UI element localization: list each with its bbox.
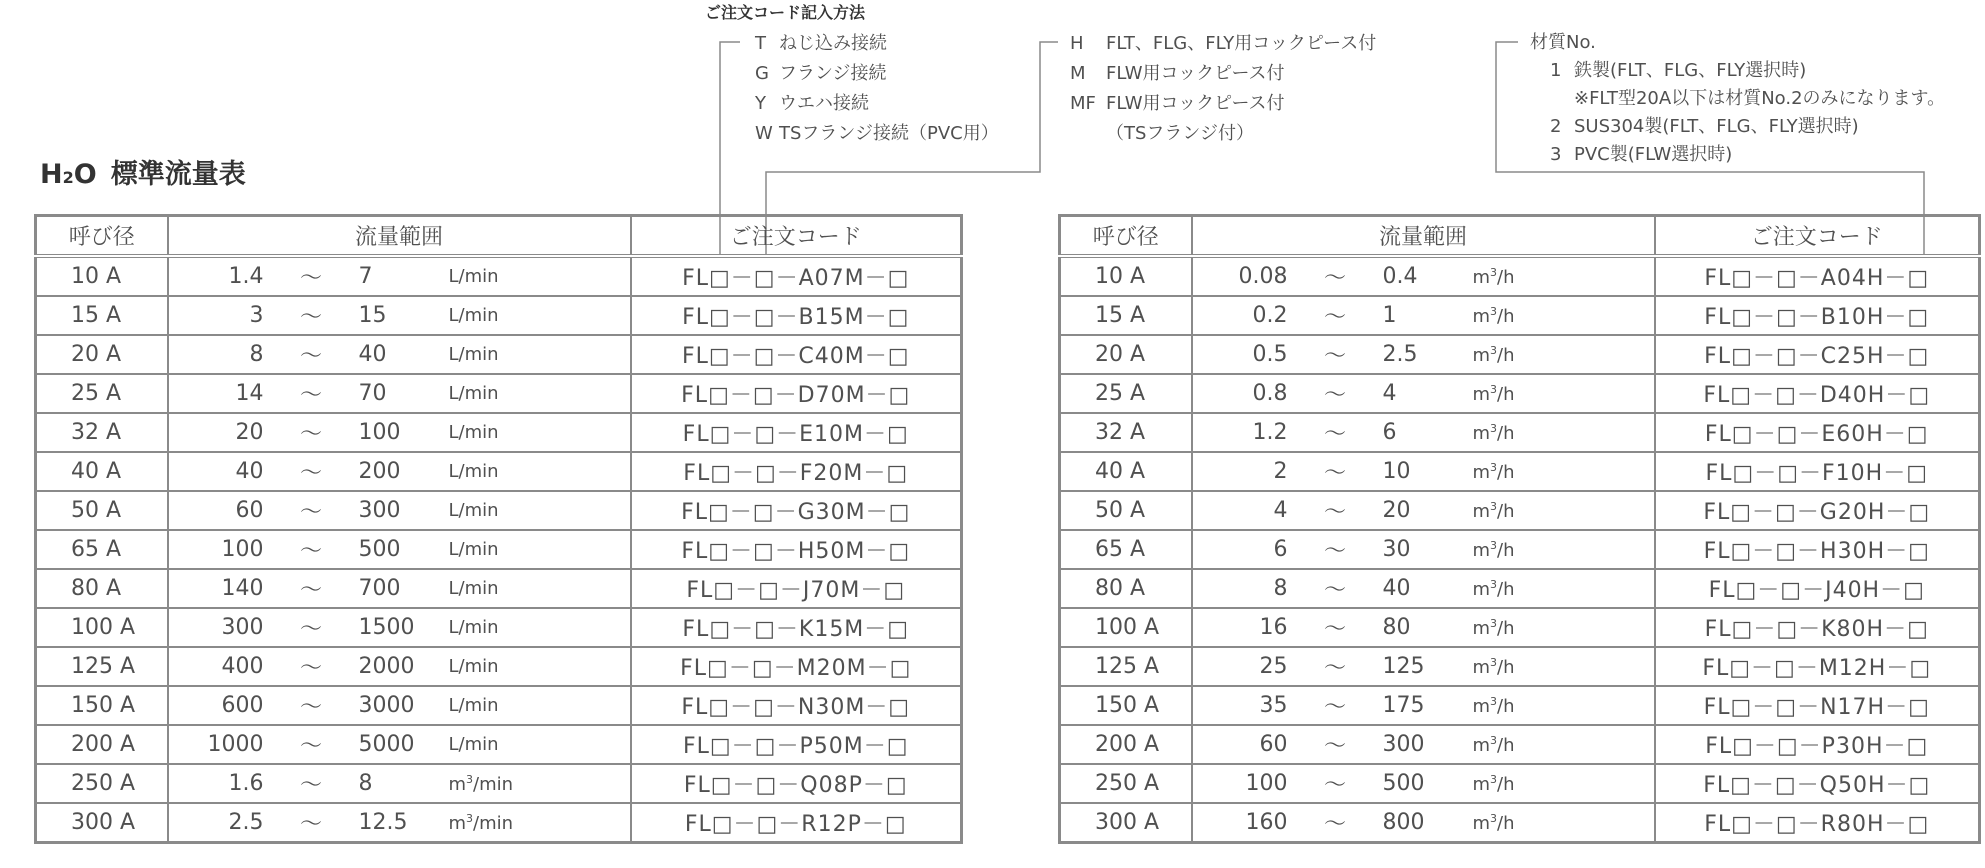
cell-order-code: FL□－□－N17H－□	[1655, 686, 1980, 725]
cell-order-code: FL□－□－J70M－□	[631, 569, 962, 608]
cell-range	[168, 530, 631, 569]
range-tilde: ～	[299, 578, 322, 603]
range-high: 100	[358, 420, 401, 445]
range-high: 1	[1382, 303, 1397, 328]
legend-text: フランジ接続	[779, 63, 887, 84]
cell-order-code: FL□－□－C25H－□	[1655, 335, 1980, 374]
range-low: 3	[249, 303, 264, 328]
table-row	[36, 296, 962, 335]
range-tilde: ～	[1323, 539, 1346, 564]
cell-size: 25 A	[1060, 374, 1192, 413]
cell-order-code: FL□－□－B15M－□	[631, 296, 962, 335]
header-code: ご注文コード	[631, 216, 962, 257]
range-tilde: ～	[1323, 422, 1346, 447]
cell-order-code: FL□－□－G20H－□	[1655, 491, 1980, 530]
range-low: 1.2	[1252, 420, 1288, 445]
cell-range	[1192, 256, 1655, 296]
range-low: 400	[221, 654, 264, 679]
range-low: 14	[235, 381, 264, 406]
range-low: 8	[1273, 576, 1288, 601]
cell-size: 250 A	[1060, 764, 1192, 803]
cell-order-code: FL□－□－K15M－□	[631, 608, 962, 647]
cell-order-code: FL□－□－N30M－□	[631, 686, 962, 725]
range-low: 2	[1273, 459, 1288, 484]
range-high: 20	[1382, 498, 1411, 523]
range-low: 8	[249, 342, 264, 367]
legend-code: T	[755, 33, 766, 54]
table-row	[1060, 647, 1980, 686]
cell-order-code: FL□－□－R12P－□	[631, 803, 962, 843]
cell-size: 20 A	[1060, 335, 1192, 374]
cell-size: 80 A	[1060, 569, 1192, 608]
range-unit: $m^3/h$	[1472, 343, 1515, 366]
cell-size: 32 A	[1060, 413, 1192, 452]
table-row	[36, 452, 962, 491]
cell-order-code: FL□－□－P50M－□	[631, 725, 962, 764]
cell-size: 80 A	[36, 569, 168, 608]
table-row	[36, 256, 962, 296]
range-high: 800	[1382, 810, 1425, 835]
cell-size: 40 A	[1060, 452, 1192, 491]
title-text: 標準流量表	[110, 159, 246, 190]
table-row	[36, 608, 962, 647]
cell-range	[168, 608, 631, 647]
table-row	[36, 647, 962, 686]
range-high: 10	[1382, 459, 1411, 484]
range-tilde: ～	[1323, 578, 1346, 603]
range-high: 40	[358, 342, 387, 367]
range-unit: L/min	[448, 344, 499, 365]
legend-note: （TSフランジ付）	[1106, 123, 1254, 144]
cell-range	[168, 686, 631, 725]
table-header-row	[1060, 216, 1980, 257]
legend-code: H	[1070, 33, 1084, 54]
cell-range	[1192, 725, 1655, 764]
range-high: 40	[1382, 576, 1411, 601]
cell-range	[168, 413, 631, 452]
range-tilde: ～	[1323, 773, 1346, 798]
range-tilde: ～	[1323, 344, 1346, 369]
range-unit: $m^3/h$	[1472, 265, 1515, 288]
cell-range	[1192, 803, 1655, 843]
table-row	[1060, 256, 1980, 296]
flow-table-right	[1058, 214, 1981, 844]
table-header-row	[36, 216, 962, 257]
range-low: 2.5	[228, 810, 264, 835]
range-unit: $m^3/h$	[1472, 421, 1515, 444]
range-unit: $m^3/\min$	[448, 811, 514, 834]
range-tilde: ～	[299, 617, 322, 642]
range-tilde: ～	[1323, 266, 1346, 291]
legend-code: MF	[1070, 93, 1096, 114]
legend-text: 鉄製(FLT、FLG、FLY選択時)	[1574, 60, 1807, 81]
range-high: 3000	[358, 693, 415, 718]
header-size: 呼び径	[36, 216, 168, 257]
cell-size: 20 A	[36, 335, 168, 374]
range-low: 40	[235, 459, 264, 484]
range-unit: L/min	[448, 539, 499, 560]
range-unit: $m^3/h$	[1472, 616, 1515, 639]
cell-range	[1192, 335, 1655, 374]
range-low: 0.08	[1238, 264, 1288, 289]
cell-order-code: FL□－□－D40H－□	[1655, 374, 1980, 413]
range-low: 25	[1259, 654, 1288, 679]
range-tilde: ～	[1323, 695, 1346, 720]
range-high: 5000	[358, 732, 415, 757]
cell-size: 40 A	[36, 452, 168, 491]
range-tilde: ～	[299, 266, 322, 291]
table-row	[36, 764, 962, 803]
table-row	[36, 374, 962, 413]
range-high: 8	[358, 771, 373, 796]
range-low: 300	[221, 615, 264, 640]
cell-range	[168, 374, 631, 413]
cell-range	[168, 452, 631, 491]
range-unit: L/min	[448, 617, 499, 638]
range-high: 2000	[358, 654, 415, 679]
legend-heading: ご注文コード記入方法	[705, 3, 866, 22]
range-high: 0.4	[1382, 264, 1418, 289]
cell-order-code: FL□－□－Q50H－□	[1655, 764, 1980, 803]
table-row	[36, 725, 962, 764]
cell-order-code: FL□－□－M12H－□	[1655, 647, 1980, 686]
range-unit: $m^3/h$	[1472, 733, 1515, 756]
legend-code: M	[1070, 63, 1086, 84]
range-high: 300	[358, 498, 401, 523]
cell-order-code: FL□－□－K80H－□	[1655, 608, 1980, 647]
cell-size: 150 A	[36, 686, 168, 725]
range-unit: L/min	[448, 656, 499, 677]
range-high: 125	[1382, 654, 1425, 679]
table-row	[1060, 413, 1980, 452]
cell-range	[1192, 491, 1655, 530]
range-tilde: ～	[299, 344, 322, 369]
legend-text: TSフランジ接続（PVC用）	[779, 123, 999, 144]
cell-size: 200 A	[1060, 725, 1192, 764]
cell-range	[1192, 686, 1655, 725]
range-tilde: ～	[1323, 812, 1346, 837]
range-unit: $m^3/h$	[1472, 304, 1515, 327]
range-low: 1000	[207, 732, 264, 757]
range-low: 0.5	[1252, 342, 1288, 367]
range-low: 100	[221, 537, 264, 562]
cell-range	[1192, 764, 1655, 803]
cell-size: 100 A	[36, 608, 168, 647]
cell-size: 65 A	[1060, 530, 1192, 569]
range-unit: $m^3/h$	[1472, 577, 1515, 600]
range-unit: $m^3/h$	[1472, 655, 1515, 678]
legend-code: 3	[1550, 144, 1562, 165]
cell-range	[168, 256, 631, 296]
range-tilde: ～	[1323, 305, 1346, 330]
flow-table-left	[34, 214, 963, 844]
range-unit: L/min	[448, 578, 499, 599]
table-row	[36, 491, 962, 530]
cell-order-code: FL□－□－G30M－□	[631, 491, 962, 530]
range-low: 100	[1245, 771, 1288, 796]
range-low: 4	[1273, 498, 1288, 523]
cell-range	[1192, 452, 1655, 491]
range-tilde: ～	[1323, 734, 1346, 759]
cell-order-code: FL□－□－F20M－□	[631, 452, 962, 491]
cell-size: 125 A	[1060, 647, 1192, 686]
legend-text: FLT、FLG、FLY用コックピース付	[1106, 33, 1377, 54]
range-tilde: ～	[299, 461, 322, 486]
cell-order-code: FL□－□－H30H－□	[1655, 530, 1980, 569]
range-tilde: ～	[1323, 617, 1346, 642]
range-unit: L/min	[448, 305, 499, 326]
range-tilde: ～	[299, 656, 322, 681]
cell-order-code: FL□－□－A04H－□	[1655, 256, 1980, 296]
table-row	[1060, 803, 1980, 843]
legend-code: G	[755, 63, 769, 84]
range-unit: L/min	[448, 500, 499, 521]
cell-range	[1192, 647, 1655, 686]
legend-text: ねじ込み接続	[779, 33, 887, 54]
range-low: 0.2	[1252, 303, 1288, 328]
range-high: 2.5	[1382, 342, 1418, 367]
range-tilde: ～	[299, 383, 322, 408]
cell-size: 300 A	[1060, 803, 1192, 843]
range-high: 7	[358, 264, 373, 289]
range-low: 35	[1259, 693, 1288, 718]
range-unit: $m^3/\min$	[448, 772, 514, 795]
range-high: 15	[358, 303, 387, 328]
table-row	[1060, 725, 1980, 764]
cell-order-code: FL□－□－Q08P－□	[631, 764, 962, 803]
cell-order-code: FL□－□－F10H－□	[1655, 452, 1980, 491]
range-tilde: ～	[1323, 500, 1346, 525]
range-tilde: ～	[299, 734, 322, 759]
range-high: 500	[1382, 771, 1425, 796]
table-row	[36, 803, 962, 843]
legend-text: PVC製(FLW選択時)	[1574, 144, 1733, 165]
cell-range	[168, 725, 631, 764]
cell-size: 25 A	[36, 374, 168, 413]
material-note: ※FLT型20A以下は材質No.2のみになります。	[1574, 88, 1946, 109]
table-row	[1060, 452, 1980, 491]
header-range: 流量範囲	[168, 216, 631, 257]
range-unit: $m^3/h$	[1472, 460, 1515, 483]
table-row	[1060, 374, 1980, 413]
cell-size: 15 A	[36, 296, 168, 335]
cell-order-code: FL□－□－E10M－□	[631, 413, 962, 452]
range-tilde: ～	[299, 812, 322, 837]
table-row	[1060, 296, 1980, 335]
range-unit: L/min	[448, 422, 499, 443]
range-low: 60	[1259, 732, 1288, 757]
table-row	[1060, 764, 1980, 803]
range-unit: L/min	[448, 695, 499, 716]
cell-range	[168, 647, 631, 686]
cell-size: 125 A	[36, 647, 168, 686]
header-range: 流量範囲	[1192, 216, 1655, 257]
range-unit: L/min	[448, 734, 499, 755]
range-low: 60	[235, 498, 264, 523]
cell-order-code: FL□－□－E60H－□	[1655, 413, 1980, 452]
range-tilde: ～	[299, 539, 322, 564]
legend-code: Y	[755, 93, 766, 114]
cell-range	[1192, 530, 1655, 569]
range-unit: $m^3/h$	[1472, 811, 1515, 834]
range-unit: L/min	[448, 266, 499, 287]
range-unit: $m^3/h$	[1472, 382, 1515, 405]
cell-size: 10 A	[36, 256, 168, 296]
range-low: 0.8	[1252, 381, 1288, 406]
range-tilde: ～	[299, 773, 322, 798]
cell-range	[1192, 608, 1655, 647]
title-subscript: 2	[62, 168, 74, 187]
range-tilde: ～	[1323, 656, 1346, 681]
range-unit: $m^3/h$	[1472, 694, 1515, 717]
cell-size: 50 A	[1060, 491, 1192, 530]
range-tilde: ～	[1323, 383, 1346, 408]
range-tilde: ～	[1323, 461, 1346, 486]
table-row	[1060, 335, 1980, 374]
material-title: 材質No.	[1530, 32, 1596, 53]
cell-order-code: FL□－□－A07M－□	[631, 256, 962, 296]
range-high: 300	[1382, 732, 1425, 757]
table-row	[36, 569, 962, 608]
range-high: 6	[1382, 420, 1397, 445]
range-low: 6	[1273, 537, 1288, 562]
table-row	[1060, 530, 1980, 569]
table-row	[1060, 569, 1980, 608]
range-high: 30	[1382, 537, 1411, 562]
cell-order-code: FL□－□－D70M－□	[631, 374, 962, 413]
cell-range	[1192, 296, 1655, 335]
range-high: 80	[1382, 615, 1411, 640]
cell-order-code: FL□－□－C40M－□	[631, 335, 962, 374]
range-low: 160	[1245, 810, 1288, 835]
range-unit: $m^3/h$	[1472, 499, 1515, 522]
cell-order-code: FL□－□－B10H－□	[1655, 296, 1980, 335]
legend-text: SUS304製(FLT、FLG、FLY選択時)	[1574, 116, 1859, 137]
cell-order-code: FL□－□－J40H－□	[1655, 569, 1980, 608]
range-low: 16	[1259, 615, 1288, 640]
range-tilde: ～	[299, 695, 322, 720]
legend-code: 1	[1550, 60, 1562, 81]
cell-size: 15 A	[1060, 296, 1192, 335]
range-high: 500	[358, 537, 401, 562]
range-tilde: ～	[299, 305, 322, 330]
cell-order-code: FL□－□－R80H－□	[1655, 803, 1980, 843]
range-high: 12.5	[358, 810, 408, 835]
legend-text: FLW用コックピース付	[1106, 93, 1285, 114]
range-unit: L/min	[448, 461, 499, 482]
range-low: 140	[221, 576, 264, 601]
cell-size: 100 A	[1060, 608, 1192, 647]
range-unit: $m^3/h$	[1472, 538, 1515, 561]
range-high: 4	[1382, 381, 1397, 406]
cell-range	[168, 296, 631, 335]
cell-size: 50 A	[36, 491, 168, 530]
cell-size: 300 A	[36, 803, 168, 843]
range-tilde: ～	[299, 500, 322, 525]
table-row	[1060, 686, 1980, 725]
cell-size: 200 A	[36, 725, 168, 764]
table-row	[1060, 608, 1980, 647]
cell-order-code: FL□－□－P30H－□	[1655, 725, 1980, 764]
legend-text: FLW用コックピース付	[1106, 63, 1285, 84]
range-high: 200	[358, 459, 401, 484]
range-low: 1.4	[228, 264, 264, 289]
cell-range	[168, 803, 631, 843]
range-low: 20	[235, 420, 264, 445]
cell-range	[1192, 374, 1655, 413]
table-row	[1060, 491, 1980, 530]
range-unit: L/min	[448, 383, 499, 404]
range-high: 70	[358, 381, 387, 406]
header-size: 呼び径	[1060, 216, 1192, 257]
range-unit: $m^3/h$	[1472, 772, 1515, 795]
legend-code: 2	[1550, 116, 1562, 137]
cell-range	[168, 491, 631, 530]
cell-size: 32 A	[36, 413, 168, 452]
cell-order-code: FL□－□－M20M－□	[631, 647, 962, 686]
cell-range	[168, 569, 631, 608]
cell-size: 10 A	[1060, 256, 1192, 296]
legend-code: W	[755, 123, 773, 144]
cell-order-code: FL□－□－H50M－□	[631, 530, 962, 569]
cell-size: 150 A	[1060, 686, 1192, 725]
cell-range	[168, 335, 631, 374]
range-high: 700	[358, 576, 401, 601]
cell-size: 65 A	[36, 530, 168, 569]
range-high: 1500	[358, 615, 415, 640]
range-high: 175	[1382, 693, 1425, 718]
cell-range	[1192, 413, 1655, 452]
table-row	[36, 530, 962, 569]
range-low: 1.6	[228, 771, 264, 796]
cell-size: 250 A	[36, 764, 168, 803]
table-row	[36, 686, 962, 725]
legend-text: ウエハ接続	[779, 93, 869, 114]
table-row	[36, 335, 962, 374]
table-row	[36, 413, 962, 452]
cell-range	[1192, 569, 1655, 608]
header-code: ご注文コード	[1655, 216, 1980, 257]
cell-range	[168, 764, 631, 803]
range-tilde: ～	[299, 422, 322, 447]
page-title	[40, 152, 246, 191]
title-o: O	[73, 159, 97, 190]
title-h: H	[40, 159, 63, 190]
range-low: 600	[221, 693, 264, 718]
